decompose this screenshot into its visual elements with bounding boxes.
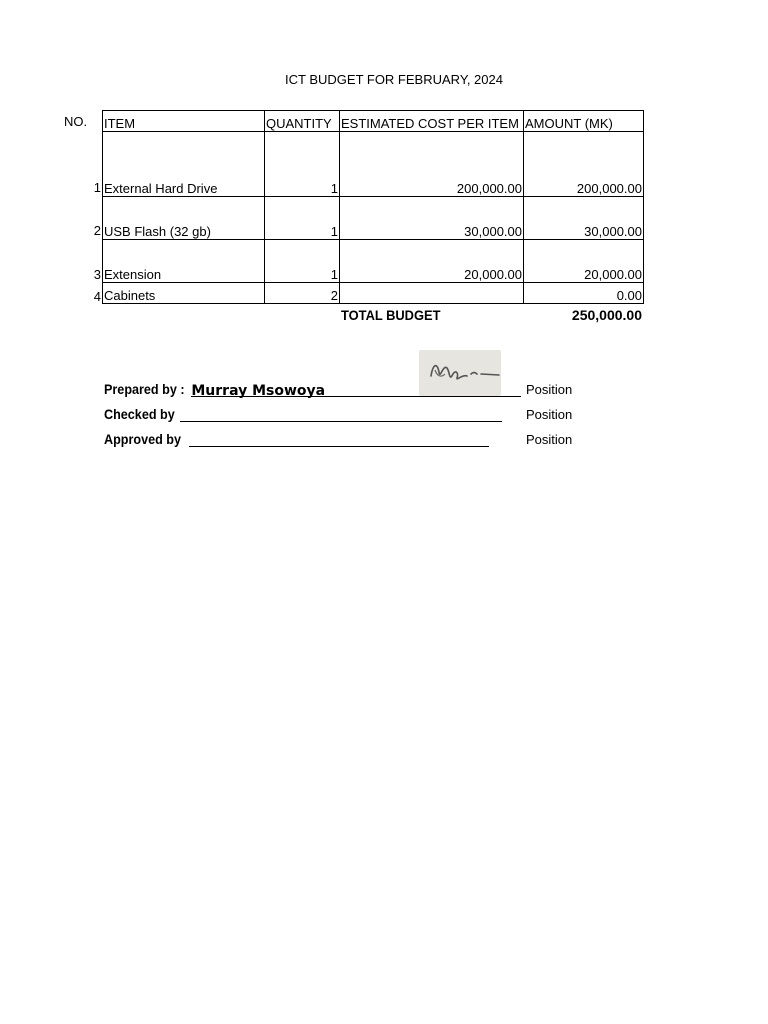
approved-by-label: Approved by	[104, 431, 182, 447]
table-row	[103, 283, 644, 304]
row-number: 2	[93, 223, 101, 238]
prepared-by-name: Murray Msowoya	[191, 383, 326, 399]
cost-cell	[340, 283, 524, 304]
amount-cell: 0.00	[524, 283, 644, 304]
header-item: ITEM	[103, 111, 265, 132]
amount-cell: 200,000.00	[524, 132, 644, 197]
cost-cell: 20,000.00	[340, 240, 524, 283]
position-label: Position	[526, 382, 573, 397]
item-cell: Extension	[103, 240, 265, 283]
budget-table	[102, 110, 644, 304]
row-number: 4	[93, 289, 101, 304]
table-row	[103, 132, 644, 197]
total-budget-value: 250,000.00	[571, 307, 642, 323]
checked-by-line	[104, 406, 502, 422]
table-row	[103, 240, 644, 283]
checked-by-field[interactable]	[180, 407, 502, 422]
row-number: 3	[93, 267, 101, 282]
item-cell: External Hard Drive	[103, 132, 265, 197]
approved-by-field[interactable]	[189, 432, 489, 447]
total-budget-label: TOTAL BUDGET	[341, 307, 441, 323]
amount-cell: 30,000.00	[524, 197, 644, 240]
prepared-by-label: Prepared by :	[104, 381, 185, 397]
prepared-by-field[interactable]	[191, 382, 521, 397]
position-label: Position	[526, 432, 573, 447]
prepared-by-line	[104, 381, 521, 397]
item-cell: Cabinets	[103, 283, 265, 304]
quantity-cell: 2	[265, 283, 340, 304]
cost-cell: 30,000.00	[340, 197, 524, 240]
table-header-row	[103, 111, 644, 132]
header-quantity: QUANTITY	[265, 111, 340, 132]
checked-by-label: Checked by	[104, 406, 175, 422]
header-amount: AMOUNT (MK)	[524, 111, 644, 132]
quantity-cell: 1	[265, 132, 340, 197]
approved-by-line	[104, 431, 489, 447]
cost-cell: 200,000.00	[340, 132, 524, 197]
header-no: NO.	[64, 114, 88, 129]
quantity-cell: 1	[265, 197, 340, 240]
header-cost: ESTIMATED COST PER ITEM	[340, 111, 524, 132]
row-number: 1	[93, 180, 101, 195]
amount-cell: 20,000.00	[524, 240, 644, 283]
position-label: Position	[526, 407, 573, 422]
quantity-cell: 1	[265, 240, 340, 283]
document-title: ICT BUDGET FOR FEBRUARY, 2024	[285, 72, 503, 87]
item-cell: USB Flash (32 gb)	[103, 197, 265, 240]
table-row	[103, 197, 644, 240]
